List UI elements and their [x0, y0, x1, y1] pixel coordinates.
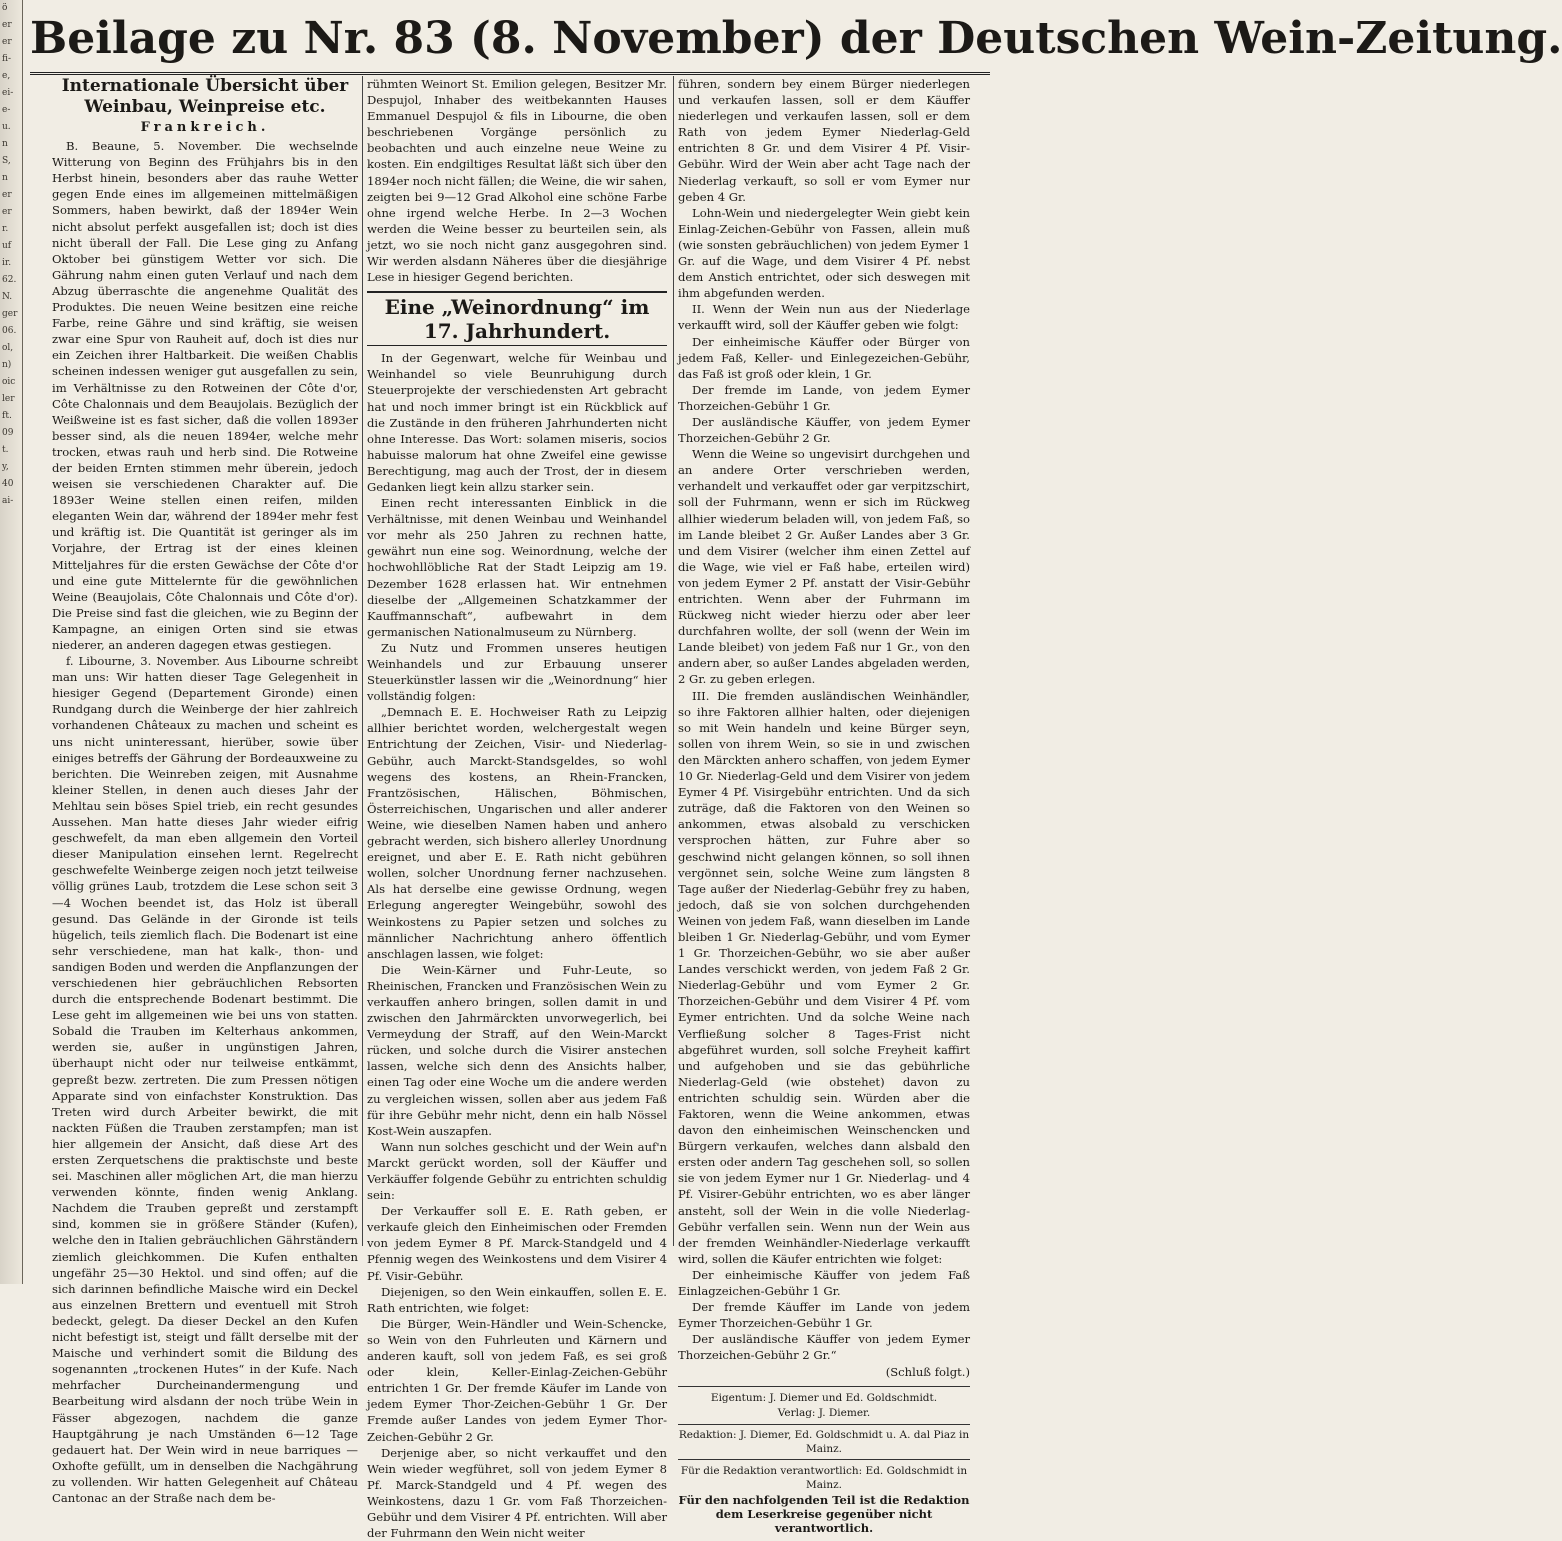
edge-fragment: n [2, 173, 8, 183]
ordinance-text: Der ausländische Käuffer, von jedem Eymer Thorzeichen-Gebühr 2 Gr. [678, 414, 970, 446]
edge-fragment: e- [2, 105, 11, 115]
ordinance-text: Der fremde im Lande, von jedem Eymer Thorzeichen-Gebühr 1 Gr. [678, 382, 970, 413]
edge-fragment: e, [2, 71, 11, 81]
edge-fragment: oic [2, 377, 16, 387]
masthead [30, 8, 1562, 75]
edge-fragment: n [2, 139, 8, 149]
column-1 [52, 76, 358, 1505]
ordinance-text: Der Verkauffer soll E. E. Rath geben, er verkaufe gleich den Einheimischen oder Fremden von jedem Eymer 8 Pf. Marck-Standgeld und 4 Pfennig wegen des Weinkostens und dem Visirer 4 Pf. Visir-Gebühr. [367, 1204, 667, 1283]
paragraph: Zu Nutz und Frommen unseres heutigen Weinhandels und zur Erbauung unserer Steuerkünstler lassen wir die „Weinordnung“ hier vollständig folgen: [367, 640, 667, 704]
section-title-weinordnung: Eine „Weinordnung“ im 17. Jahrhundert. [367, 291, 667, 346]
edge-fragment: t. [2, 445, 9, 455]
ordinance-text: II. Wenn der Wein nun aus der Niederlage verkaufft wird, soll der Käuffer geben wie folgt: [678, 302, 970, 333]
edge-fragment: y, [2, 462, 9, 472]
edge-fragment: ir. [2, 258, 12, 268]
ordinance-text: Derjenige aber, so nicht verkauffet und den Wein wieder wegführet, soll von jedem Eymer 8 Pf. Marck-Standgeld und 4 Pf. wegen des Weinkostens, dazu 1 Gr. vom Faß Thorzeichen-Gebühr und dem Visirer 4 Pf. entrichten. Will aber der Fuhrmann den Wein nicht weiter [367, 1445, 667, 1541]
edge-fragment: S, [2, 156, 11, 166]
paragraph: In der Gegenwart, welche für Weinbau und Weinhandel so viele Beunruhigung durch Steuerprojekte der verschiedensten Art gebracht hat und noch immer bringt ist ein Rückblick auf die Zustände in den früheren Jahrhunderten nicht ohne Interesse. Das Wort: solamen miseris, socios habuisse malorum hat ohne Zweifel eine gewisse Berechtigung, mag auch der Trost, der in diesem Gedanken liegt kein allzu starker sein. [367, 351, 667, 494]
edge-fragment: u. [2, 122, 11, 132]
page-title: Beilage zu Nr. 83 (8. November) der Deutschen Wein-Zeitung. [30, 13, 1562, 64]
ordinance-text: Der einheimische Käuffer von jedem Faß Einlagzeichen-Gebühr 1 Gr. [678, 1267, 970, 1299]
edge-fragment: er [2, 207, 12, 217]
ordinance-text: Der fremde Käuffer im Lande von jedem Eymer Thorzeichen-Gebühr 1 Gr. [678, 1300, 970, 1331]
ordinance-text: „Demnach E. E. Hochweiser Rath zu Leipzig allhier berichtet worden, welchergestalt wegen Entrichtung der Zeichen, Visir- und Niederlag-Gebühr, auch Marckt-Standsgeldes, so wohl wegens des kostens, an Rhein-Francken, Frantzösischen, Hälischen, Böhmischen, Österreichischen, Ungarischen und aller anderer Weine, wie dieselben Namen haben und anhero gebracht werden, sich bishero allerley Unordnung ereignet, und aber E. E. Rath nicht gebühren wollen, solcher Unordnung ferner nachzusehen. Als hat derselbe eine gewisse Ordnung, wegen Erlegung angeregter Weingebühr, sowohl des Weinkostens zu Papier setzen und solches zu männlicher Nachrichtung anhero öffentlich anschlagen lassen, wie folget: [367, 705, 667, 961]
ordinance-text: Lohn-Wein und niedergelegter Wein giebt kein Einlag-Zeichen-Gebühr von Fassen, allein muß (wie sonsten gebräuchlichen) von jedem Eymer 1 Gr. auf die Wage, und dem Visirer 4 Pf. nebst dem Anstich entrichtet, oder sich deswegen mit ihm abgefunden werden. [678, 205, 970, 301]
column-2 [367, 76, 667, 1541]
edge-fragment: fi- [2, 54, 12, 64]
imprint-disclaimer: Für den nachfolgenden Teil ist die Redaktion dem Leserkreise gegenüber nicht verantwortlich. [678, 1492, 970, 1535]
ordinance-text: Wann nun solches geschicht und der Wein auf'n Marckt gerückt worden, soll der Käuffer und Verkäuffer folgende Gebühr zu entrichten schuldig sein: [367, 1139, 667, 1203]
edge-fragment: ler [2, 394, 15, 404]
edge-fragment: n) [2, 360, 12, 370]
edge-fragment: ft. [2, 411, 12, 421]
report-beaune: B. Beaune, 5. November. Die wechselnde Witterung von Beginn des Frühjahrs bis in den Herbst hinein, besonders aber das rauhe Wetter gegen Ende eines im allgemeinen mittelmäßigen Sommers, haben bewirkt, daß der 1894er Wein nicht absolut perfekt ausgefallen ist; doch ist dies nicht überall der Fall. Die Lese ging zu Anfang Oktober bei günstigem Wetter vor sich. Die Gährung nahm einen guten Verlauf und nach dem Abzug überraschte die angenehme Qualität des Produktes. Die neuen Weine besitzen eine reiche Farbe, reine Gähre und sind kräftig, sie weisen zwar eine Spur von Rauheit auf, doch ist dies nur ein Zeichen ihrer Haltbarkeit. Die weißen Chablis scheinen indessen weniger gut ausgefallen zu sein, im Verhältnisse zu den Rotweinen der Côte d'or, Côte Chalonnais und dem Beaujolais. Bezüglich der Weißweine ist es fast sicher, daß die vollen 1893er besser sind, als die neuen 1894er, welche mehr trocken, etwas rauh und herb sind. Die Rotweine der beiden Ernten stimmen mehr überein, jedoch weisen sie verschiedenen Charakter auf. Die 1893er Weine stellen einen reifen, milden eleganten Wein dar, während der 1894er mehr fest und kräftig ist. Die Quantität ist geringer als im Vorjahre, der Ertrag ist der eines kleinen Mitteljahres für die ersten Gewächse der Côte d'or und eine gute Mittelernte für die gewöhnlichen Weine (Beaujolais, Côte Chalonnais und Côte d'or). Die Preise sind fast die gleichen, wie zu Beginn der Kampagne, an einigen Orten sind sie etwas niederer, an anderen dagegen etwas gestiegen. [52, 139, 358, 652]
ordinance-text: Die Bürger, Wein-Händler und Wein-Schencke, so Wein von den Fuhrleuten und Kärnern und anderen kauft, soll von jedem Faß, es sei groß oder klein, Keller-Einlag-Zeichen-Gebühr entrichten 1 Gr. Der fremde Käufer im Lande von jedem Eymer Thor-Zeichen-Gebühr 1 Gr. Der Fremde außer Landes von jedem Eymer Thor-Zeichen-Gebühr 2 Gr. [367, 1316, 667, 1444]
paragraph: Einen recht interessanten Einblick in die Verhältnisse, mit denen Weinbau und Weinhandel vor mehr als 250 Jahren zu rechnen hatte, gewährt nun eine sog. Weinordnung, welche der hochwohllöbliche Rat der Stadt Leipzig am 19. Dezember 1628 erlassen hat. Wir entnehmen dieselbe der „Allgemeinen Schatzkammer der Kauffmannschaft“, aufbewahrt in dem germanischen Nationalmuseum zu Nürnberg. [367, 496, 667, 639]
section-title-overview: Internationale Übersicht über Weinbau, Weinpreise etc. [61, 76, 349, 117]
edge-fragment: ai- [2, 496, 14, 506]
edge-fragment: uf [2, 241, 12, 251]
column-3 [678, 76, 970, 1535]
edge-fragment: ol, [2, 343, 14, 353]
imprint-editors: Redaktion: J. Diemer, Ed. Goldschmidt u. A. dal Piaz in Mainz. [678, 1424, 970, 1460]
imprint [678, 1386, 970, 1535]
report-libourne-continued: rühmten Weinort St. Emilion gelegen, Besitzer Mr. Despujol, Inhaber des weitbekannten Hauses Emmanuel Despujol & fils in Libourne, die oben beschriebenen Vorgänge persönlich zu beobachten und auch einzelne neue Weine zu kosten. Ein endgiltiges Resultat läßt sich über den 1894er noch nicht fällen; die Weine, die wir sahen, zeigten bei 9—12 Grad Alkohol eine schöne Farbe ohne irgend welche Herbe. In 2—3 Wochen werden die Weine besser zu beurteilen sein, als jetzt, wo sie noch nicht ganz ausgegohren sind. Wir werden alsdann Näheres über die diesjährige Lese in hiesiger Gegend berichten. [367, 77, 667, 285]
edge-fragment: ei- [2, 88, 14, 98]
edge-fragment: N. [2, 292, 13, 302]
edge-fragment: 09 [2, 428, 14, 438]
to-be-continued: (Schluß folgt.) [885, 1364, 970, 1379]
edge-fragment: ger [2, 309, 18, 319]
ordinance-text: Der einheimische Käuffer oder Bürger von jedem Faß, Keller- und Einlegezeichen-Gebühr, das Faß ist groß oder klein, 1 Gr. [678, 334, 970, 381]
ordinance-text: führen, sondern bey einem Bürger niederlegen und verkaufen lassen, soll er dem Käuffer niederlegen und verkaufen lassen, soll er dem Rath von jedem Eymer Niederlag-Geld entrichten 8 Gr. und dem Visirer 4 Pf. Visir-Gebühr. Wird der Wein aber acht Tage nach der Niederlag verkauft, so soll er vom Eymer nur geben 4 Gr. [678, 77, 970, 204]
ordinance-text: Diejenigen, so den Wein einkauffen, sollen E. E. Rath entrichten, wie folget: [367, 1284, 667, 1315]
edge-fragment: 06. [2, 326, 17, 336]
edge-fragment: er [2, 190, 12, 200]
adjacent-page-edge [0, 0, 23, 1284]
column-divider [673, 76, 674, 1246]
ordinance-text: Der ausländische Käuffer von jedem Eymer Thorzeichen-Gebühr 2 Gr.“ [678, 1332, 970, 1363]
column-divider [362, 76, 363, 1246]
edge-fragment: r. [2, 224, 9, 234]
edge-fragment: er [2, 37, 12, 47]
imprint-publisher: Verlag: J. Diemer. [777, 1406, 871, 1419]
edge-fragment: er [2, 20, 12, 30]
imprint-owners: Eigentum: J. Diemer und Ed. Goldschmidt. [710, 1391, 938, 1404]
edge-fragment: 62. [2, 275, 17, 285]
ordinance-text: Wenn die Weine so ungevisirt durchgehen und an andere Orter verschrieben werden, verhandelt und verkauffet oder gar verpitzschirt, soll der Fuhrmann, wenn er sich im Rückweg allhier wiederum beladen will, von jedem Faß, so im Lande bleibet 2 Gr. Außer Landes aber 3 Gr. und dem Visirer (welcher ihm einen Zettel auf die Wage, wie viel er Faß habe, erteilen wird) von jedem Eymer 2 Pf. anstatt der Visir-Gebühr entrichten. Wenn aber der Fuhrmann im Rückweg nicht wieder hierzu oder aber leer durchfahren wollte, der soll (wenn der Wein im Lande bleibet) von jedem Faß nur 1 Gr., von den andern aber, so außer Landes abgeladen werden, 2 Gr. zu geben erlegen. [678, 447, 970, 687]
ordinance-text: III. Die fremden ausländischen Weinhändler, so ihre Faktoren allhier halten, oder diejenigen so mit Wein handeln und keine Bürger seyn, sollen von ihrem Wein, so sie in und zwischen den Märckten anhero schaffen, von jedem Eymer 10 Gr. Niederlag-Geld und dem Visirer von jedem Eymer 4 Pf. Visirgebühr entrichten. Und da sich zuträge, daß die Faktoren von den Weinen so ankommen, etwas alsobald zu verschicken versprochen hätten, zur Fuhre aber so geschwind nicht gelangen können, so soll ihnen vergönnet sein, solche Weine zum längsten 8 Tage außer der Niederlag-Gebühr frey zu haben, jedoch, daß sie von solchen durchgehenden Weinen von jedem Faß, wann dieselben im Lande bleiben 1 Gr. Niederlag-Gebühr, und vom Eymer 1 Gr. Thorzeichen-Gebühr, wo sie aber außer Landes verschickt werden, von jedem Faß 2 Gr. Niederlag-Gebühr und vom Eymer 2 Gr. Thorzeichen-Gebühr und dem Visirer 4 Pf. vom Eymer entrichten. Und da solche Weine nach Verfließung solcher 8 Tages-Frist nicht abgeführet wurden, soll solche Freyheit kaffirt und aufgehoben und sie das gebührliche Niederlag-Geld (wie obstehet) davon zu entrichten schuldig sein. Würden aber die Faktoren, wenn die Weine ankommen, etwas davon den einheimischen Weinschencken und Bürgern verkaufen, welches dann alsbald den ersten oder andern Tag geschehen soll, so sollen sie von jedem Eymer nur 1 Gr. Niederlag- und 4 Pf. Visirer-Gebühr entrichten, wo es aber länger ansteht, soll der Wein in die volle Niederlag-Gebühr verfallen sein. Wenn nun der Wein aus der fremden Weinhändler-Niederlage verkaufft wird, sollen die Käufer entrichten wie folget: [678, 688, 970, 1266]
report-libourne: f. Libourne, 3. November. Aus Libourne schreibt man uns: Wir hatten dieser Tage Gelegenheit in hiesiger Gegend (Departement Gironde) einen Rundgang durch die Weinberge der hier zahlreich vorhandenen Châteaux zu machen und scheint es uns nicht uninteressant, hierüber, sowie über einiges betreffs der Gährung der Bordeauxweine zu berichten. Die Weinreben zeigen, mit Ausnahme kleiner Stellen, in denen auch dieses Jahr der Mehltau sein böses Spiel trieb, ein recht gesundes Aussehen. Man hatte dieses Jahr wieder eifrig geschwefelt, da man eben allgemein den Vorteil dieser Manipulation einsehen lernt. Regelrecht geschwefelte Weinberge zeigen noch jetzt teilweise völlig grünes Laub, trotzdem die Lese schon seit 3—4 Wochen beendet ist, das Holz ist überall gesund. Das Gelände in der Gironde ist teils hügelich, teils ziemlich flach. Die Bodenart ist eine sehr verschiedene, man hat kalk-, thon- und sandigen Boden und werden die Anpflanzungen der verschiedenen hier gebräuchlichen Rebsorten durch die entsprechende Bodenart bestimmt. Die Lese geht im allgemeinen wie bei uns von statten. Sobald die Trauben im Kelterhaus ankommen, werden sie, außer in ungünstigen Jahren, überhaupt nicht oder nur teilweise entkämmt, gepreßt bezw. zertreten. Die zum Pressen nötigen Apparate sind von einfachster Konstruktion. Das Treten wird durch Arbeiter bewirkt, die mit nackten Füßen die Trauben zerstampfen; man ist hier allgemein der Ansicht, daß diese Art des ersten Zerquetschens die praktischste und beste sei. Maschinen aller möglichen Art, die man hierzu verwenden könnte, finden wenig Anklang. Nachdem die Trauben gepreßt und zerstampft sind, kommen sie in größere Ständer (Kufen), welche den in Italien gebräuchlichen Gährständern ziemlich gleichkommen. Die Kufen enthalten ungefähr 25—30 Hektol. und sind offen; auf die sich darinnen befindliche Maische wird ein Deckel aus einzelnen Brettern und eventuell mit Stroh bedeckt, gelegt. Da dieser Deckel an den Kufen nicht befestigt ist, steigt und fällt derselbe mit der Maische und verhindert somit die Bildung des sogenannten „trockenen Hutes“ in der Kufe. Nach mehrfacher Durcheinandermengung und Bearbeitung wird alsdann der noch trübe Wein in Fässer abgezogen, nachdem die ganze Hauptgährung je nach Umständen 6—12 Tage gedauert hat. Der Wein wird in neue barriques — Oxhofte gefüllt, um in denselben die Nachgährung zu vollenden. Wir hatten Gelegenheit auf Château Cantonac an der Straße nach dem be- [52, 654, 358, 1505]
imprint-responsible: Für die Redaktion verantwortlich: Ed. Goldschmidt in Mainz. [680, 1464, 968, 1491]
country-heading: Frankreich. [140, 120, 270, 135]
ordinance-text: Die Wein-Kärner und Fuhr-Leute, so Rheinischen, Francken und Französischen Wein zu verkauffen anhero bringen, sollen damit in und zwischen den Jahrmärckten unvorwegerlich, bei Vermeydung der Straff, auf den Wein-Marckt rücken, und solche durch die Visirer anstechen lassen, welche sich denn des Ansichts halber, einen Tag oder eine Woche um die andere werden zu vergleichen wissen, sollen aber aus jedem Faß für ihre Gebühr mehr nicht, denn ein halb Nössel Kost-Wein auszapfen. [367, 962, 667, 1138]
edge-fragment: 40 [2, 479, 14, 489]
edge-fragment: ö [2, 3, 8, 13]
